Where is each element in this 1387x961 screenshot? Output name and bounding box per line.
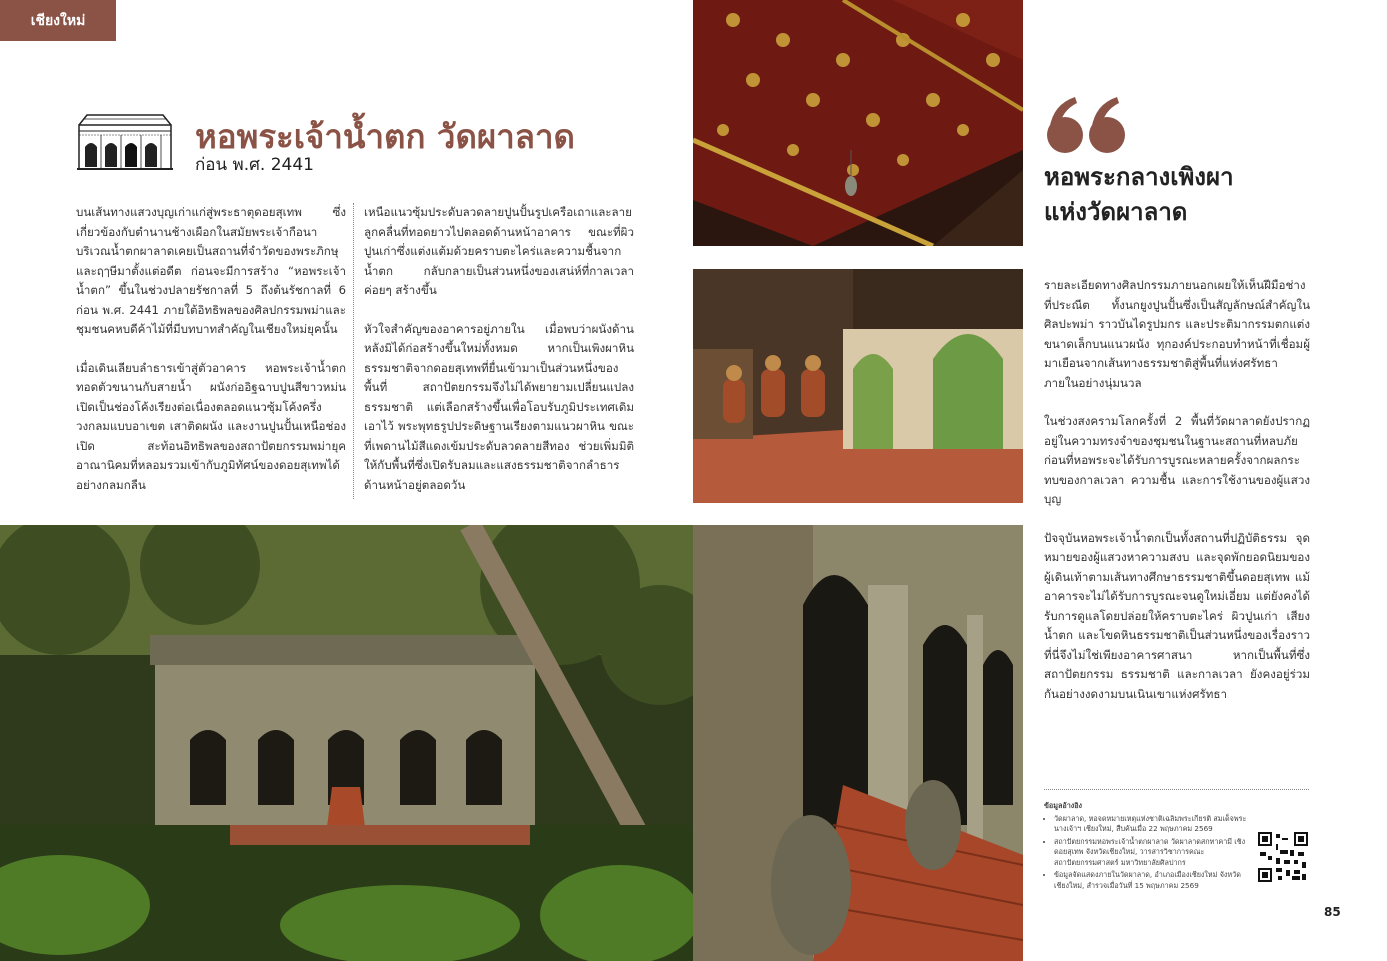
pull-quote-line: หอพระกลางเพิงผา	[1044, 163, 1234, 191]
references-heading: ข้อมูลอ้างอิง	[1044, 801, 1083, 810]
body-paragraph: เหนือแนวซุ้มประดับลวดลายปูนปั้นรูปเครือเถาและลายลูกคลื่นที่ทอดยาวไปตลอดด้านหน้าอาคาร ขณะที่ผิวปูนเก่าซึ่งแต่งแต้มด้วยคราบตะไคร่และความชื้นจากน้ำตก กลับกลายเป็นส่วนหนึ่งของเสน่ห์ที่กาลเวลาค่อยๆ สร้างขึ้น	[364, 205, 634, 297]
section-tag: เชียงใหม่	[0, 0, 116, 41]
sidebar-text	[1044, 276, 1310, 704]
sidebar-paragraph: ในช่วงสงครามโลกครั้งที่ 2 พื้นที่วัดผาลาดยังปรากฏอยู่ในความทรงจำของชุมชนในฐานะสถานที่หลบภัย ก่อนที่หอพระจะได้รับการบูรณะหลายครั้งจากผลกระทบของกาลเวลา ความชื้น และการใช้งานของผู้แสวงบุญ	[1044, 414, 1310, 506]
qr-code-icon[interactable]	[1258, 832, 1308, 882]
body-paragraph: เมื่อเดินเลียบลำธารเข้าสู่ตัวอาคาร หอพระเจ้าน้ำตกทอดตัวขนานกับสายน้ำ ผนังก่ออิฐฉาบปูนสีขาวหม่นเปิดเป็นช่องโค้งเรียงต่อเนื่องตลอดแนวซุ้มโค้งครึ่งวงกลมแบบอาเขต เสาติดผนัง และงานปูนปั้นเหนือช่องเปิด สะท้อนอิทธิพลของสถาปัตยกรรมพม่ายุคอาณานิคมที่หลอมรวมเข้ากับภูมิทัศน์ของดอยสุเทพได้อย่างกลมกลืน	[76, 360, 346, 492]
sidebar-paragraph: ปัจจุบันหอพระเจ้าน้ำตกเป็นทั้งสถานที่ปฏิบัติธรรม จุดหมายของผู้แสวงหาความสงบ และจุดพักยอดนิยมของผู้เดินเท้าตามเส้นทางศึกษาธรรมชาติขึ้นดอยสุเทพ แม้อาคารจะไม่ได้รับการบูรณะจนดูใหม่เอี่ยม แต่ยังคงได้รับการดูแลโดยปล่อยให้คราบตะไคร่ ผิวปูนเก่า เสียงน้ำตก และโขดหินธรรมชาติเป็นส่วนหนึ่งของเรื่องราว ที่นี่จึงไม่ใช่เพียงอาคารศาสนา หากเป็นพื้นที่ซึ่งสถาปัตยกรรม ธรรมชาติ และกาลเวลา ยังคงอยู่ร่วมกันอย่างงดงามบนเนินเขาแห่งศรัทธา	[1044, 530, 1310, 701]
references-divider	[1044, 789, 1309, 790]
temple-forest-photo	[0, 525, 693, 961]
column-divider	[353, 203, 354, 499]
references	[1044, 801, 1249, 893]
temple-illustration-icon	[77, 111, 173, 173]
arcade-closeup-photo	[693, 525, 1023, 961]
pull-quote	[1044, 160, 1344, 230]
reference-item: • สถาปัตยกรรมหอพระเจ้าน้ำตกผาลาด วัดผาลาดสกทาคามี เชิงดอยสุเทพ จังหวัดเชียงใหม่, วารสารวิชาการคณะสถาปัตยกรรมศาสตร์ มหาวิทยาลัยศิลปากร	[1054, 837, 1249, 869]
quote-mark-icon	[1045, 95, 1129, 155]
article-title: หอพระเจ้าน้ำตก วัดผาลาด	[195, 117, 575, 156]
page-number: 85	[1324, 905, 1341, 919]
body-column-1	[76, 203, 346, 495]
sidebar-paragraph: รายละเอียดทางศิลปกรรมภายนอกเผยให้เห็นฝีมือช่างที่ประณีต ทั้งนกยูงปูนปั้นซึ่งเป็นสัญลักษณ์สำคัญในศิลปะพม่า ราวบันไดรูปมกร และประติมากรรมตกแต่งขนาดเล็กบนแนวผนัง ทุกองค์ประกอบทำหน้าที่เชื่อมผู้มาเยือนจากเส้นทางธรรมชาติสู่พื้นที่แห่งศรัทธาภายในอย่างนุ่มนวล	[1044, 278, 1310, 390]
body-column-2	[364, 203, 634, 495]
interior-arches-photo	[693, 269, 1023, 503]
body-paragraph: หัวใจสำคัญของอาคารอยู่ภายใน เมื่อพบว่าผนังด้านหลังมิได้ก่อสร้างขึ้นใหม่ทั้งหมด หากเป็นเพิงผาหินธรรมชาติจากดอยสุเทพที่ยื่นเข้ามาเป็นส่วนหนึ่งของพื้นที่ สถาปัตยกรรมจึงไม่ได้พยายามเปลี่ยนแปลงธรรมชาติ แต่เลือกสร้างขึ้นเพื่อโอบรับภูมิประเทศเดิมเอาไว้ พระพุทธรูปประดิษฐานเรียงตามแนวผาหิน ขณะที่เพดานไม้สีแดงเข้มประดับลวดลายสีทอง ช่วยเพิ่มมิติให้กับพื้นที่ซึ่งเปิดรับลมและแสงธรรมชาติจากลำธารด้านหน้าอยู่ตลอดวัน	[364, 321, 634, 492]
body-paragraph: บนเส้นทางแสวงบุญเก่าแก่สู่พระธาตุดอยสุเทพ ซึ่งเกี่ยวข้องกับตำนานช้างเผือกในสมัยพระเจ้ากือนา บริเวณน้ำตกผาลาดเคยเป็นสถานที่จำวัดของพระภิกษุและฤๅษีมาตั้งแต่อดีต ก่อนจะมีการสร้าง “หอพระเจ้าน้ำตก” ขึ้นในช่วงปลายรัชกาลที่ 5 ถึงต้นรัชกาลที่ 6 ก่อน พ.ศ. 2441 ภายใต้อิทธิพลของศิลปกรรมพม่าและชุมชนคหบดีค้าไม้ที่มีบทบาทสำคัญในเชียงใหม่ยุคนั้น	[76, 205, 346, 336]
pull-quote-line: แห่งวัดผาลาด	[1044, 198, 1188, 226]
reference-item: • วัดผาลาด, หอจดหมายเหตุแห่งชาติเฉลิมพระเกียรติ สมเด็จพระนางเจ้าฯ เชียงใหม่, สืบค้นเมื่อ 22 พฤษภาคม 2569	[1054, 814, 1249, 835]
reference-item: • ข้อมูลจัดแสดงภายในวัดผาลาด, อำเภอเมืองเชียงใหม่ จังหวัดเชียงใหม่, สำรวจเมื่อวันที่ 15 พฤษภาคม 2569	[1054, 870, 1249, 891]
article-subtitle: ก่อน พ.ศ. 2441	[195, 155, 314, 175]
red-ceiling-photo	[693, 0, 1023, 246]
